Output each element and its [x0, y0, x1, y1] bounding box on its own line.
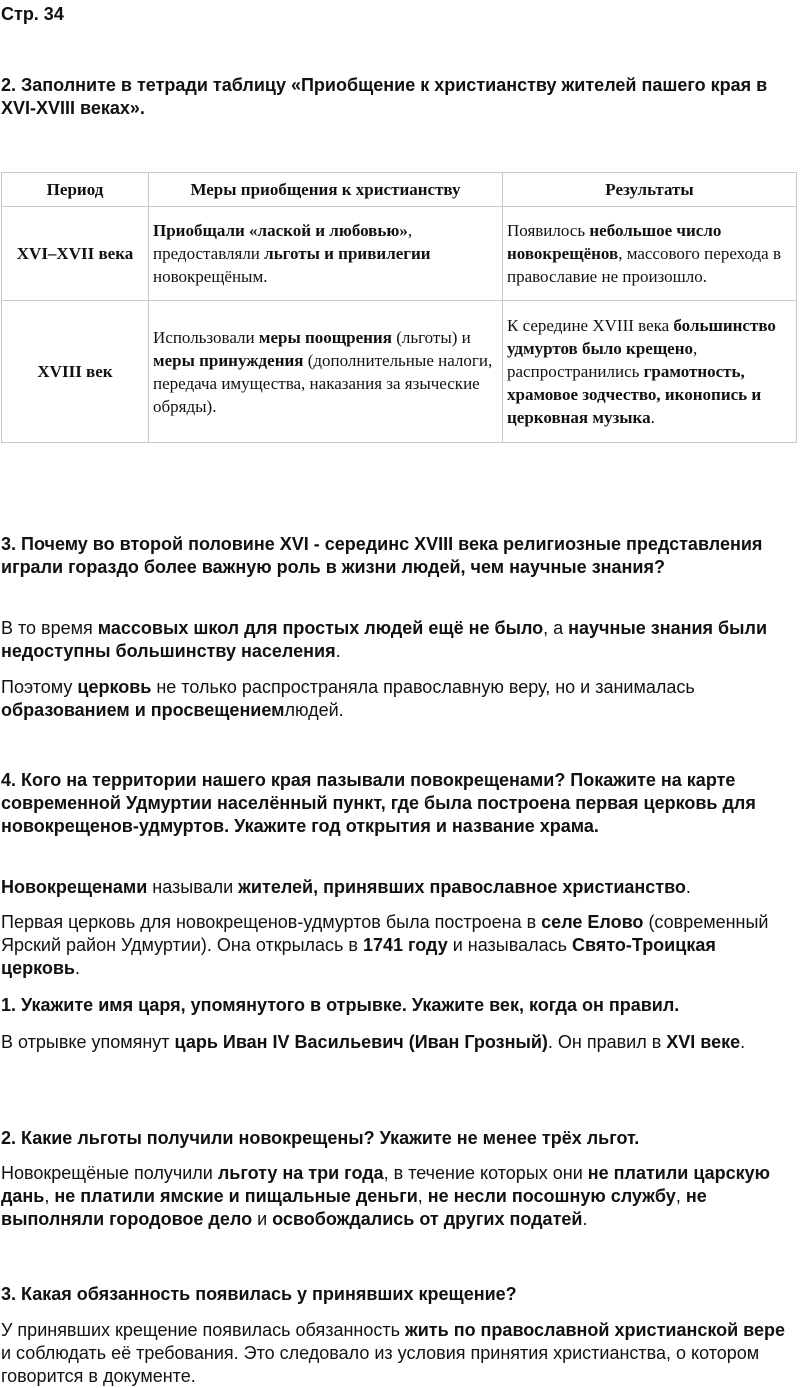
task2-question: 2. Заполните в тетради таблицу «Приобщение к христианству жителей пашего края в XVI-XVIII веках». [1, 75, 768, 118]
task3-question: 3. Почему во второй половине XVI - серединс XVIII века религиозные представления играли гораздо более важную роль в жизни людей, чем научные знания? [1, 534, 763, 577]
header-period: Период [2, 173, 149, 207]
task4-answer-p2: Первая церковь для новокрещенов-удмуртов была построена в селе Елово (современный Ярский район Удмуртии). Она открылась в 1741 году и называлась Свято-Троицкая церковь. [1, 912, 769, 978]
doc1-answer: В отрывке упомянут царь Иван IV Васильевич (Иван Грозный). Он правил в XVI веке. [1, 1032, 746, 1052]
task4-question: 4. Кого на территории нашего края пазывали повокрещенами? Покажите на карте современной Удмуртии населённый пункт, где была построена первая церковь для новокрещенов-удмуртов. Укажите год открытия и название храма. [1, 770, 756, 836]
table-row [2, 207, 797, 301]
period-cell: XVIII век [2, 301, 149, 443]
doc3-answer: У принявших крещение появилась обязанность жить по православной христианской вере и соблюдать её требования. Это следовало из условия принятия христианства, о котором говорится в документе. [1, 1320, 786, 1386]
period-cell: XVI–XVII века [2, 207, 149, 301]
task3-answer-p2: Поэтому церковь не только распространяла православную веру, но и занималась образованием и просвещениемлюдей. [1, 677, 695, 720]
results-cell: Появилось небольшое число новокрещёнов, массового перехода в православие не произошло. [503, 207, 797, 301]
doc2-answer: Новокрещёные получили льготу на три года, в течение которых они не платили царскую дань, не платили ямские и пищальные деньги, не несли посошную службу, не выполняли городовое дело и освобождались от других податей. [1, 1163, 771, 1229]
results-cell: К середине XVIII века большинство удмуртов было крещено, распространились грамотность, храмовое зодчество, иконопись и церковная музыка. [503, 301, 797, 443]
page-number: Стр. 34 [1, 4, 64, 24]
table-header-row [2, 173, 797, 207]
task4-answer-p1: Новокрещенами называли жителей, принявших православное христианство. [1, 877, 691, 897]
table-row [2, 301, 797, 443]
christianization-table [1, 172, 797, 443]
measures-cell: Использовали меры поощрения (льготы) и меры принуждения (дополнительные налоги, передача имущества, наказания за языческие обряды). [149, 301, 503, 443]
measures-cell: Приобщали «лаской и любовью», предоставляли льготы и привилегии новокрещёным. [149, 207, 503, 301]
task3-answer-p1: В то время массовых школ для простых людей ещё не было, а научные знания были недоступны большинству населения. [1, 618, 768, 661]
doc2-question: 2. Какие льготы получили новокрещены? Укажите не менее трёх льгот. [1, 1128, 640, 1148]
header-results: Результаты [503, 173, 797, 207]
doc3-question: 3. Какая обязанность появилась у принявших крещение? [1, 1284, 517, 1304]
header-measures: Меры приобщения к христианству [149, 173, 503, 207]
doc1-question: 1. Укажите имя царя, упомянутого в отрывке. Укажите век, когда он правил. [1, 995, 680, 1015]
